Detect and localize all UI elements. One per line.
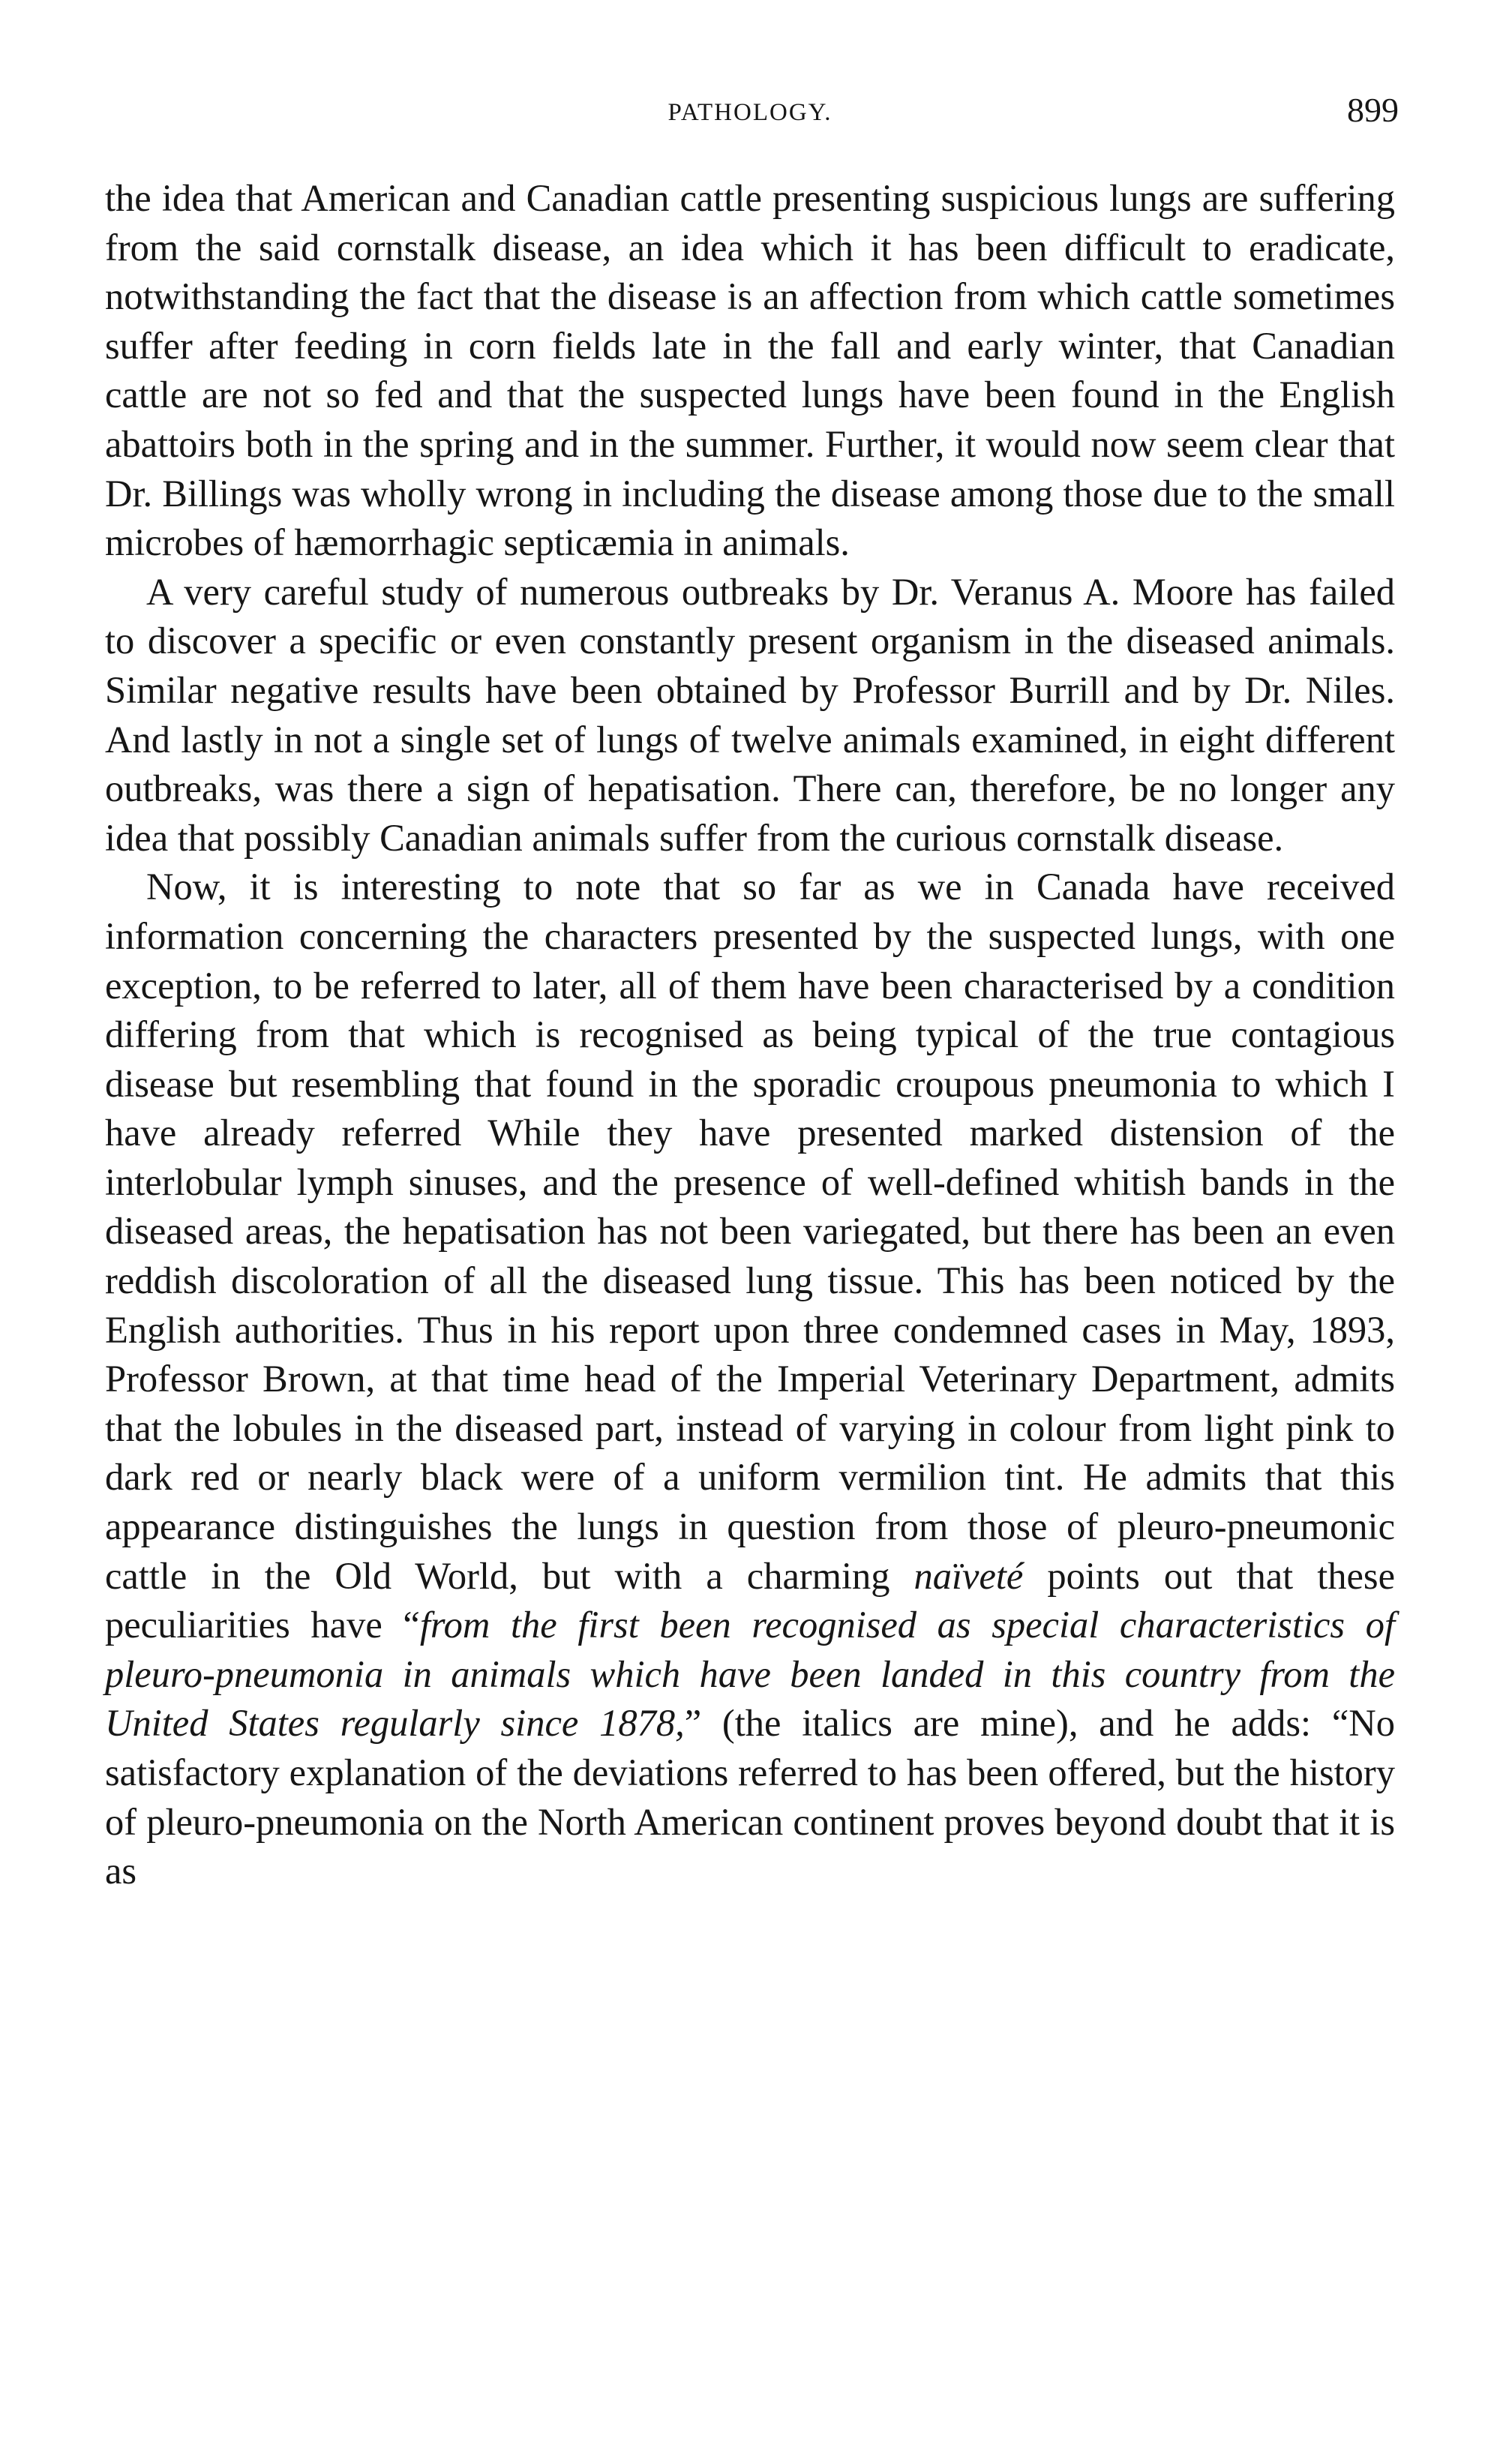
italic-text-run: naïveté (914, 1554, 1024, 1597)
body-text (105, 174, 1395, 1896)
page-header (101, 89, 1399, 141)
text-run: the idea that American and Canadian cattle presenting suspicious lungs are suffering from the said cornstalk disease, an idea which it has been difficult to eradicate, notwithstanding the fact that the disease is an affection from which cattle sometimes suffer after feeding in corn fields late in the fall and early winter, that Canadian cattle are not so fed and that the suspected lungs have been found in the English abattoirs both in the spring and in the summer. Further, it would now seem clear that Dr. Billings was wholly wrong in including the disease among those due to the small microbes of hæmorrhagic septicæmia in animals. (105, 177, 1395, 564)
paragraph-continuation (105, 174, 1395, 568)
text-run: A very careful study of numerous outbreaks by Dr. Veranus A. Moore has failed to discover a specific or even constantly present organism in the diseased animals. Similar negative results have been obtained by Professor Burrill and by Dr. Niles. And lastly in not a single set of lungs of twelve animals examined, in eight different outbreaks, was there a sign of hepatisation. There can, therefore, be no longer any idea that possibly Canadian animals suffer from the curious cornstalk disease. (105, 570, 1395, 859)
text-run: points out that these peculiarities have “ (105, 1554, 1395, 1646)
paragraph-suspected-lungs (105, 863, 1395, 1895)
page-number: 899 (1347, 91, 1399, 129)
italic-quotation: from the first been recognised as special characteristics of pleuro-pneumonia in animals which have been landed in this country from the United States regularly since 1878, (105, 1604, 1395, 1745)
text-run: ” (the italics are mine), and he adds: “No satisfactory explanation of the deviations referred to has been offered, but the history of pleuro-pneumonia on the North American continent proves beyond doubt that it is as (105, 1702, 1395, 1892)
text-run: Now, it is interesting to note that so far as we in Canada have received information concerning the characters presented by the suspected lungs, with one exception, to be referred to later, all of them have been characterised by a condition differing from that which is recognised as being typical of the true contagious disease but resembling that found in the sporadic croupous pneumonia to which I have already referred While they have presented marked distension of the interlobular lymph sinuses, and the presence of well-defined whitish bands in the diseased areas, the hepatisation has not been variegated, but there has been an even reddish discoloration of all the diseased lung tissue. This has been noticed by the English authorities. Thus in his report upon three condemned cases in May, 1893, Professor Brown, at that time head of the Imperial Veterinary Department, admits that the lobules in the diseased part, instead of varying in colour from light pink to dark red or nearly black were of a uniform vermilion tint. He admits that this appearance distinguishes the lungs in question from those of pleuro-pneumonic cattle in the Old World, but with a charming (105, 866, 1395, 1597)
paragraph-moore-study (105, 568, 1395, 863)
running-head: PATHOLOGY. (668, 99, 832, 126)
